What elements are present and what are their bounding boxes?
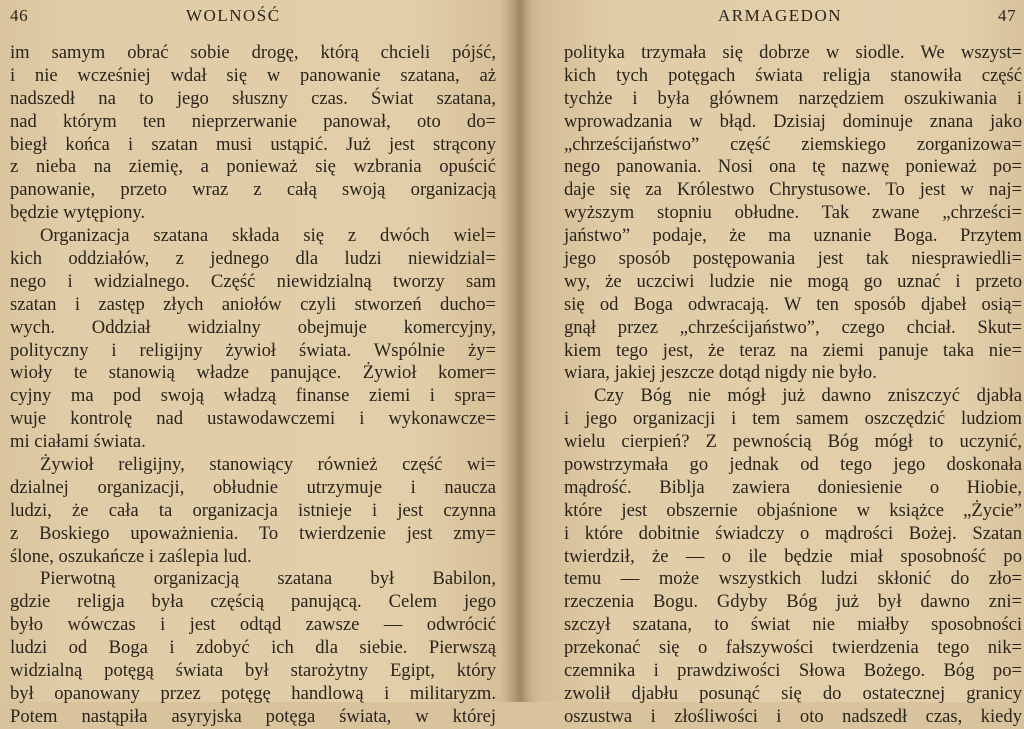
text-line: nad którym ten nieprzerwanie panował, oto do= bbox=[10, 110, 496, 132]
text-line: cyjny ma pod swoją władzą finanse ziemi i spra= bbox=[10, 385, 496, 407]
left-page bbox=[0, 0, 500, 727]
text-line: polityka trzymała się dobrze w siodle. We wszyst= bbox=[564, 42, 1022, 63]
text-line: twierdził, że — o ile będzie miał sposobność po bbox=[564, 545, 1022, 567]
running-title: ARMAGEDON bbox=[718, 6, 842, 25]
text-line: i które dobitnie świadczy o mądrości Bożej. Szatan bbox=[564, 522, 1022, 544]
running-title: WOLNOŚĆ bbox=[186, 6, 281, 25]
text-line: widzialną potęgą świata był starożytny Egipt, który bbox=[10, 660, 496, 682]
text-line: „chrześcijaństwo” część ziemskiego zorganizowa= bbox=[564, 133, 1022, 155]
text-line: z Boskiego upoważnienia. To twierdzenie jest zmy= bbox=[10, 522, 496, 544]
text-line: temu — może wszystkich ludzi skłonić do zło= bbox=[564, 568, 1022, 590]
text-line: wielu cierpień? Z pewnością Bóg mógł to uczynić, bbox=[564, 431, 1022, 453]
text-line: rzeczenia Bogu. Gdyby Bóg już był dawno zni= bbox=[564, 591, 1022, 613]
text-line: nadszedł na to jego słuszny czas. Świat szatana, bbox=[10, 87, 496, 109]
text-line: wuje kontrolę nad ustawodawczemi i wykonawcze= bbox=[10, 408, 496, 430]
text-line: kich tych potęgach świata religja stanowiła część bbox=[564, 64, 1022, 86]
text-line: nego panowania. Nosi ona tę nazwę ponieważ po= bbox=[564, 156, 1022, 178]
text-line: wych. Oddział widzialny obejmuje komercyjny, bbox=[10, 316, 496, 338]
text-line: mi ciałami świata. bbox=[10, 431, 146, 453]
text-line: które jest obszernie objaśnione w książce „Życie” bbox=[564, 499, 1022, 521]
text-line: przekonać się o fałszywości twierdzenia tego nik= bbox=[564, 637, 1022, 659]
text-line: mądrość. Biblja zawiera doniesienie o Hiobie, bbox=[564, 476, 1022, 498]
text-line: daje się za Królestwo Chrystusowe. To jest w naj= bbox=[564, 179, 1022, 201]
text-line: wioły te stanowią władze panujące. Żywioł komer= bbox=[10, 362, 496, 384]
text-line: wy, że uczciwi ludzie nie mogą go uznać i przeto bbox=[564, 270, 1022, 292]
text-line: szczył szatana, to świat nie miałby sposobności bbox=[564, 614, 1022, 636]
text-line: Potem nastąpiła asyryjska potęga świata, w której bbox=[10, 705, 496, 727]
text-line: nego i widzialnego. Część niewidzialną tworzy sam bbox=[10, 270, 496, 292]
text-line: kich oddziałów, z jednego dla ludzi niewidzial= bbox=[10, 248, 496, 270]
text-line: jaństwo” podaje, że ma uznanie Boga. Przytem bbox=[564, 225, 1022, 247]
text-line: Żywioł religijny, stanowiący również część wi= bbox=[40, 454, 496, 476]
text-line: był opanowany przez potęgę handlową i militaryzm. bbox=[10, 682, 496, 704]
text-line: i jego organizacji i tem samem oszczędzić ludziom bbox=[564, 408, 1022, 430]
text-line: wiara, jakiej jeszcze dotąd nigdy nie było. bbox=[564, 362, 877, 384]
page-text bbox=[10, 42, 496, 729]
text-line: biegł końca i szatan musi ustąpić. Już jest strącony bbox=[10, 133, 496, 155]
text-line: Czy Bóg nie mógł już dawno zniszczyć djabła bbox=[594, 385, 1022, 407]
text-line: jego sposób postępowania jest tak niesprawiedli= bbox=[564, 248, 1022, 270]
text-line: zwolił djabłu posunąć się do ostatecznej granicy bbox=[564, 682, 1022, 704]
text-line: tychże i była głównem narzędziem oszukiwania i bbox=[564, 87, 1022, 109]
text-line: ludzi, że cała ta organizacja istnieje i jest czynna bbox=[10, 499, 496, 521]
text-line: dzialnej organizacji, obłudnie utrzymuje i naucza bbox=[10, 476, 496, 498]
text-line: szatan i zastęp złych aniołów czyli stworzeń ducho= bbox=[10, 293, 496, 315]
text-line: gdzie religja była częścią panującą. Celem jego bbox=[10, 591, 496, 613]
text-line: wyższym stopniu obłudne. Tak zwane „chrześci= bbox=[564, 202, 1022, 224]
text-line: kiem tego jest, że teraz na ziemi panuje taka nie= bbox=[564, 339, 1022, 361]
text-line: powstrzymała go jednak od tego jego doskonała bbox=[564, 454, 1022, 476]
text-line: ludzi od Boga i zdobyć ich dla siebie. Pierwszą bbox=[10, 637, 496, 659]
text-line: Organizacja szatana składa się z dwóch wiel= bbox=[40, 225, 496, 247]
text-line: gnął przez „chrześcijaństwo”, czego chciał. Skut= bbox=[564, 316, 1022, 338]
page-text bbox=[564, 42, 1022, 729]
text-line: oszustwa i złośliwości i oto nadszedł czas, kiedy bbox=[564, 705, 1022, 727]
page-number: 47 bbox=[998, 6, 1017, 25]
text-line: z nieba na ziemię, a ponieważ się wzbrania opuścić bbox=[10, 156, 496, 178]
text-line: Pierwotną organizacją szatana był Babilon, bbox=[40, 568, 496, 590]
text-line: ślone, oszukańcze i zaślepia lud. bbox=[10, 545, 252, 567]
text-line: polityczny i religijny żywioł świata. Wspólnie ży= bbox=[10, 339, 496, 361]
text-line: się od Boga odwracają. W ten sposób djabeł osią= bbox=[564, 293, 1022, 315]
page-number: 46 bbox=[10, 6, 29, 25]
text-line: i nie wcześniej wdał się w panowanie szatana, aż bbox=[10, 64, 496, 86]
text-line: wprowadzania w błąd. Dzisiaj dominuje znana jako bbox=[564, 110, 1022, 132]
text-line: było wówczas i jest odtąd zawsze — odwrócić bbox=[10, 614, 496, 636]
text-line: panowanie, przeto wraz z całą swoją organizacją bbox=[10, 179, 496, 201]
text-line: czemnika i prawdziwości Słowa Bożego. Bóg po= bbox=[564, 660, 1022, 682]
right-page bbox=[520, 0, 1024, 727]
text-line: będzie wytępiony. bbox=[10, 202, 146, 224]
text-line: im samym obrać sobie drogę, którą chcieli pójść, bbox=[10, 42, 496, 63]
